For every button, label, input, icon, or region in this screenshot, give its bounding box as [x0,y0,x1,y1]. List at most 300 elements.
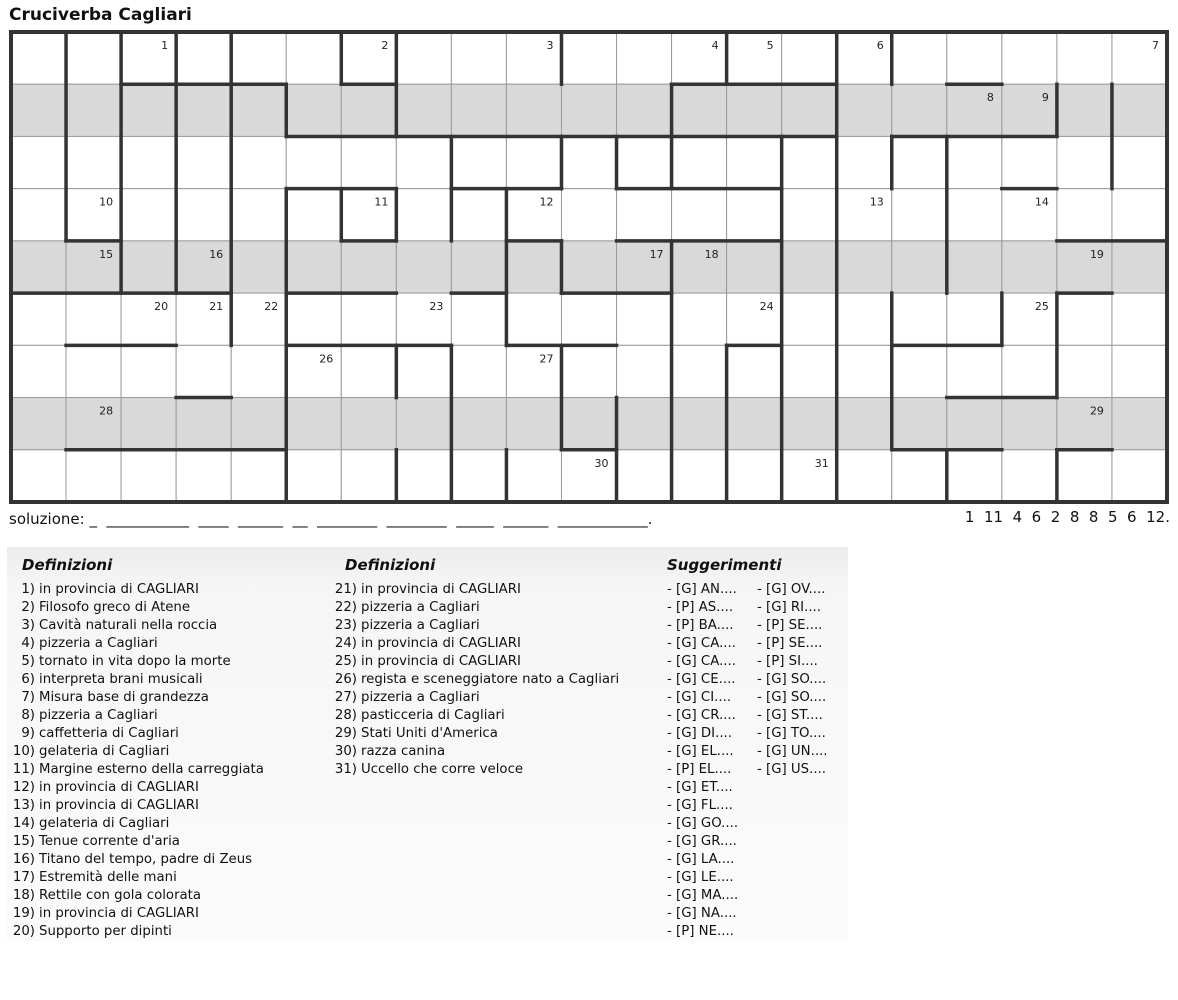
definition-number: 31) [334,762,357,777]
definition-item [7,743,264,761]
grid-cell-r1-c1[interactable] [66,84,121,136]
grid-cell-r2-c11[interactable] [617,136,672,188]
grid-cell-r0-c10[interactable] [561,32,616,84]
definition-text: Titano del tempo, padre di Zeus [39,852,253,867]
definition-number: 22) [334,600,357,615]
definition-number: 3) [21,618,35,633]
clue-number: 16 [209,247,224,261]
hint-item: - [G] SO.... [757,672,827,687]
hint-item: - [P] SE.... [757,636,823,651]
grid-cell-r8-c15[interactable] [837,450,892,502]
clue-number: 20 [154,300,169,314]
grid-cell-r3-c13[interactable] [727,189,782,241]
definition-number: 29) [334,726,357,741]
clue-number: 24 [759,300,774,314]
hint-item: - [G] MA.... [667,888,739,903]
grid-cell-r7-c10[interactable] [561,398,616,450]
definition-text: caffetteria di Cagliari [39,726,179,741]
grid-cell-r6-c16[interactable] [892,345,947,397]
grid-cell-r8-c5[interactable] [286,450,341,502]
grid-cell-r7-c18[interactable] [1002,398,1057,450]
clue-number: 3 [546,39,554,52]
grid-cell-r6-c2[interactable] [121,345,176,397]
clue-number: 1 [161,39,169,52]
definition-number: 24) [334,636,357,651]
hint-item: - [G] UN.... [757,744,828,759]
grid-cell-r2-c10[interactable] [561,136,616,188]
grid-cell-r7-c17[interactable] [947,398,1002,450]
definitions-column-1 [7,581,264,941]
hint-item: - [G] DI.... [667,726,732,741]
grid-cell-r0-c7[interactable] [396,32,451,84]
definition-number: 2) [21,600,35,615]
grid-cell-r2-c18[interactable] [1002,136,1057,188]
grid-cell-r1-c15[interactable] [837,84,892,136]
clue-number: 14 [1034,195,1049,209]
grid-cell-r5-c1[interactable] [66,293,121,345]
definition-text: razza canina [361,744,446,759]
grid-cell-r5-c10[interactable] [561,293,616,345]
grid-cell-r3-c16[interactable] [892,189,947,241]
definition-number: 28) [334,708,357,723]
hint-item: - [G] GR.... [667,834,737,849]
grid-cell-r1-c0[interactable] [11,84,66,136]
grid-cell-r1-c9[interactable] [506,84,561,136]
grid-cell-r2-c0[interactable] [11,136,66,188]
definition-item [329,671,619,689]
definition-number: 11) [12,762,35,777]
clue-number: 29 [1089,404,1104,418]
grid-cell-r4-c18[interactable] [1002,241,1057,293]
grid-cell-r1-c5[interactable] [286,84,341,136]
hint-item: - [G] GO.... [667,816,739,831]
solution-key: 1 11 4 6 2 8 8 5 6 12. [964,508,1170,526]
clue-number: 7 [1152,39,1159,52]
definition-text: Cavità naturali nella roccia [39,618,218,633]
definition-text: Misura base di grandezza [39,690,209,705]
definition-item [7,653,264,671]
hint-item: - [G] CE.... [667,672,736,687]
clue-number: 9 [1041,91,1049,105]
grid-cell-r6-c11[interactable] [617,345,672,397]
grid-cell-r4-c7[interactable] [396,241,451,293]
hint-item: - [G] SO.... [757,690,827,705]
grid-cell-r3-c12[interactable] [672,189,727,241]
definition-text: in provincia di CAGLIARI [39,798,199,813]
definition-text: tornato in vita dopo la morte [39,654,231,669]
definition-number: 9) [21,726,35,741]
clue-number: 5 [766,39,774,52]
grid-cell-r3-c10[interactable] [561,189,616,241]
hint-item: - [G] LA.... [667,852,735,867]
grid-cell-r6-c7[interactable] [396,345,451,397]
grid-cell-r6-c19[interactable] [1057,345,1112,397]
grid-cell-r5-c6[interactable] [341,293,396,345]
grid-cell-r5-c9[interactable] [506,293,561,345]
grid-cell-r3-c4[interactable] [231,189,286,241]
grid-cell-r8-c6[interactable] [341,450,396,502]
definition-text: gelateria di Cagliari [39,744,170,759]
grid-cell-r2-c9[interactable] [506,136,561,188]
grid-cell-r1-c3[interactable] [176,84,231,136]
grid-cell-r2-c15[interactable] [837,136,892,188]
definition-item [7,887,264,905]
grid-cell-r2-c6[interactable] [341,136,396,188]
definition-item [7,689,264,707]
definition-text: Rettile con gola colorata [39,888,202,903]
grid-cell-r6-c14[interactable] [782,345,837,397]
hints-heading: Suggerimenti [667,556,782,574]
grid-cell-r2-c4[interactable] [231,136,286,188]
definition-item [329,743,619,761]
definition-number: 20) [12,924,35,939]
grid-cell-r8-c18[interactable] [1002,450,1057,502]
grid-cell-r2-c3[interactable] [176,136,231,188]
grid-cell-r2-c7[interactable] [396,136,451,188]
hint-item: - [P] NE.... [667,924,734,939]
grid-cell-r6-c13[interactable] [727,345,782,397]
grid-cell-r7-c3[interactable] [176,398,231,450]
grid-cell-r1-c4[interactable] [231,84,286,136]
clue-number: 11 [374,195,389,209]
definition-item [7,707,264,725]
definition-number: 23) [334,618,357,633]
grid-cell-r6-c8[interactable] [451,345,506,397]
definition-number: 16) [12,852,35,867]
grid-cell-r8-c7[interactable] [396,450,451,502]
solution-line: soluzione: _ ___________ ____ ______ __ ________ ________ _____ ______ ____________. [9,510,653,528]
definition-item [329,689,619,707]
grid-cell-r0-c18[interactable] [1002,32,1057,84]
definition-text: Tenue corrente d'aria [39,834,180,849]
grid-cell-r2-c8[interactable] [451,136,506,188]
definition-number: 21) [334,582,357,597]
definition-item [7,851,264,869]
grid-cell-r4-c10[interactable] [561,241,616,293]
definition-item [7,725,264,743]
grid-cell-r1-c14[interactable] [782,84,837,136]
definition-text: regista e sceneggiatore nato a Cagliari [361,672,620,687]
crossword-grid-svg[interactable] [9,30,1169,504]
definition-text: Filosofo greco di Atene [39,600,191,615]
clue-number: 4 [711,39,719,52]
hints-column-1 [667,581,738,941]
grid-cell-r4-c14[interactable] [782,241,837,293]
grid-cell-r8-c0[interactable] [11,450,66,502]
definition-number: 12) [12,780,35,795]
grid-cell-r6-c15[interactable] [837,345,892,397]
grid-cell-r2-c5[interactable] [286,136,341,188]
grid-cell-r3-c19[interactable] [1057,189,1112,241]
grid-cell-r0-c19[interactable] [1057,32,1112,84]
grid-cell-r8-c3[interactable] [176,450,231,502]
grid-cell-r5-c5[interactable] [286,293,341,345]
grid-cell-r6-c10[interactable] [561,345,616,397]
grid-cell-r7-c0[interactable] [11,398,66,450]
grid-cell-r3-c3[interactable] [176,189,231,241]
grid-cell-r0-c1[interactable] [66,32,121,84]
definition-item [7,635,264,653]
grid-cell-r1-c6[interactable] [341,84,396,136]
hint-item: - [P] BA.... [667,618,734,633]
grid-cell-r3-c5[interactable] [286,189,341,241]
hint-item: - [P] SE.... [757,618,823,633]
definition-item [329,581,619,599]
grid-cell-r7-c5[interactable] [286,398,341,450]
grid-cell-r8-c17[interactable] [947,450,1002,502]
grid-cell-r6-c0[interactable] [11,345,66,397]
hint-item: - [G] ST.... [757,708,823,723]
definition-number: 13) [12,798,35,813]
clue-number: 27 [539,352,554,366]
clue-number: 18 [704,247,719,261]
grid-cell-r8-c12[interactable] [672,450,727,502]
grid-cell-r4-c15[interactable] [837,241,892,293]
definition-item [329,635,619,653]
grid-cell-r3-c14[interactable] [782,189,837,241]
grid-cell-r4-c17[interactable] [947,241,1002,293]
definition-number: 5) [21,654,35,669]
definition-item [329,725,619,743]
grid-cell-r7-c9[interactable] [506,398,561,450]
grid-cell-r4-c20[interactable] [1112,241,1167,293]
definition-text: interpreta brani musicali [39,672,203,687]
grid-cell-r7-c14[interactable] [782,398,837,450]
grid-cell-r3-c20[interactable] [1112,189,1167,241]
clues-panel [7,547,848,941]
grid-cell-r2-c16[interactable] [892,136,947,188]
definition-item [7,599,264,617]
grid-cell-r5-c16[interactable] [892,293,947,345]
grid-cell-r3-c11[interactable] [617,189,672,241]
grid-cell-r6-c12[interactable] [672,345,727,397]
definition-text: Uccello che corre veloce [361,762,524,777]
grid-cell-r7-c16[interactable] [892,398,947,450]
grid-cell-r3-c17[interactable] [947,189,1002,241]
grid-cell-r0-c14[interactable] [782,32,837,84]
hint-item: - [G] CA.... [667,654,736,669]
definition-text: Estremità delle mani [39,870,177,885]
grid-cell-r3-c2[interactable] [121,189,176,241]
clue-number: 22 [264,300,279,314]
grid-cell-r0-c17[interactable] [947,32,1002,84]
definition-number: 6) [21,672,35,687]
clue-number: 10 [99,195,114,209]
definition-number: 4) [21,636,35,651]
grid-cell-r1-c2[interactable] [121,84,176,136]
definition-item [7,797,264,815]
grid-cell-r2-c19[interactable] [1057,136,1112,188]
grid-cell-r2-c20[interactable] [1112,136,1167,188]
grid-cell-r8-c13[interactable] [727,450,782,502]
grid-cell-r4-c9[interactable] [506,241,561,293]
definition-item [7,815,264,833]
hint-item: - [G] CI.... [667,690,732,705]
grid-cell-r0-c5[interactable] [286,32,341,84]
grid-cell-r5-c20[interactable] [1112,293,1167,345]
grid-cell-r5-c17[interactable] [947,293,1002,345]
definition-item [7,905,264,923]
grid-cell-r8-c20[interactable] [1112,450,1167,502]
definition-item [329,617,619,635]
grid-cell-r5-c8[interactable] [451,293,506,345]
clue-number: 23 [429,300,444,314]
grid-cell-r1-c12[interactable] [672,84,727,136]
grid-cell-r1-c8[interactable] [451,84,506,136]
definition-number: 19) [12,906,35,921]
grid-cell-r4-c8[interactable] [451,241,506,293]
grid-cell-r1-c7[interactable] [396,84,451,136]
grid-cell-r0-c16[interactable] [892,32,947,84]
definition-text: pizzeria a Cagliari [361,690,480,705]
grid-cell-r0-c0[interactable] [11,32,66,84]
definition-text: pizzeria a Cagliari [39,708,158,723]
grid-cell-r8-c11[interactable] [617,450,672,502]
grid-cell-r8-c1[interactable] [66,450,121,502]
grid-cell-r5-c14[interactable] [782,293,837,345]
grid-cell-r7-c11[interactable] [617,398,672,450]
grid-cell-r8-c8[interactable] [451,450,506,502]
hint-item: - [G] OV.... [757,582,826,597]
grid-cell-r6-c20[interactable] [1112,345,1167,397]
grid-cell-r2-c1[interactable] [66,136,121,188]
hint-item: - [G] ET.... [667,780,733,795]
definition-text: gelateria di Cagliari [39,816,170,831]
grid-cell-r4-c0[interactable] [11,241,66,293]
clue-number: 15 [99,247,114,261]
grid-cell-r5-c0[interactable] [11,293,66,345]
grid-cell-r7-c13[interactable] [727,398,782,450]
grid-cell-r7-c15[interactable] [837,398,892,450]
grid-cell-r0-c3[interactable] [176,32,231,84]
definition-item [7,617,264,635]
clue-number: 12 [539,195,554,209]
definition-item [7,923,264,941]
grid-cell-r3-c0[interactable] [11,189,66,241]
grid-cell-r2-c2[interactable] [121,136,176,188]
definition-item [329,707,619,725]
grid-cell-r7-c20[interactable] [1112,398,1167,450]
clue-number: 25 [1034,300,1049,314]
definition-number: 8) [21,708,35,723]
hint-item: - [P] SI.... [757,654,818,669]
hints-column-2 [757,581,828,779]
grid-cell-r7-c7[interactable] [396,398,451,450]
hint-item: - [G] LE.... [667,870,734,885]
definition-item [7,869,264,887]
grid-cell-r6-c6[interactable] [341,345,396,397]
definition-text: in provincia di CAGLIARI [39,906,199,921]
definition-text: in provincia di CAGLIARI [39,780,199,795]
hint-item: - [P] EL.... [667,762,732,777]
grid-cell-r0-c4[interactable] [231,32,286,84]
grid-cell-r5-c19[interactable] [1057,293,1112,345]
grid-cell-r3-c7[interactable] [396,189,451,241]
hint-item: - [G] FL.... [667,798,733,813]
grid-cell-r8-c16[interactable] [892,450,947,502]
grid-cell-r2-c17[interactable] [947,136,1002,188]
grid-cell-r4-c5[interactable] [286,241,341,293]
grid-cell-r1-c11[interactable] [617,84,672,136]
definition-number: 17) [12,870,35,885]
hint-item: - [P] AS.... [667,600,734,615]
clue-number: 28 [99,404,114,418]
definition-number: 27) [334,690,357,705]
grid-cell-r3-c8[interactable] [451,189,506,241]
grid-cell-r4-c2[interactable] [121,241,176,293]
definition-text: pizzeria a Cagliari [361,618,480,633]
grid-cell-r4-c4[interactable] [231,241,286,293]
definition-item [7,761,264,779]
grid-cell-r5-c15[interactable] [837,293,892,345]
grid-cell-r4-c6[interactable] [341,241,396,293]
definition-number: 18) [12,888,35,903]
grid-cell-r4-c16[interactable] [892,241,947,293]
definition-text: in provincia di CAGLIARI [361,582,521,597]
clue-number: 21 [209,300,224,314]
grid-cell-r0-c8[interactable] [451,32,506,84]
grid-cell-r1-c19[interactable] [1057,84,1112,136]
hint-item: - [G] CA.... [667,636,736,651]
grid-cell-r7-c4[interactable] [231,398,286,450]
grid-cell-r4-c13[interactable] [727,241,782,293]
grid-cell-r6-c17[interactable] [947,345,1002,397]
grid-cell-r1-c13[interactable] [727,84,782,136]
grid-cell-r8-c2[interactable] [121,450,176,502]
grid-cell-r6-c3[interactable] [176,345,231,397]
grid-cell-r2-c13[interactable] [727,136,782,188]
clue-number: 30 [594,456,609,470]
grid-cell-r6-c18[interactable] [1002,345,1057,397]
definition-item [7,671,264,689]
clue-number: 17 [649,247,664,261]
grid-cell-r5-c11[interactable] [617,293,672,345]
definition-number: 26) [334,672,357,687]
definition-item [329,599,619,617]
grid-cell-r0-c11[interactable] [617,32,672,84]
grid-cell-r8-c19[interactable] [1057,450,1112,502]
definition-number: 14) [12,816,35,831]
definition-text: pasticceria di Cagliari [361,708,505,723]
grid-cell-r5-c12[interactable] [672,293,727,345]
clue-number: 6 [876,39,884,52]
grid-cell-r1-c16[interactable] [892,84,947,136]
hint-item: - [G] EL.... [667,744,734,759]
definition-item [329,653,619,671]
grid-cell-r6-c4[interactable] [231,345,286,397]
hint-item: - [G] RI.... [757,600,821,615]
grid-cell-r2-c14[interactable] [782,136,837,188]
crossword-grid[interactable] [9,30,1169,504]
grid-cell-r1-c20[interactable] [1112,84,1167,136]
definition-number: 30) [334,744,357,759]
grid-cell-r7-c12[interactable] [672,398,727,450]
grid-cell-r8-c4[interactable] [231,450,286,502]
grid-cell-r7-c2[interactable] [121,398,176,450]
grid-cell-r8-c9[interactable] [506,450,561,502]
clue-number: 19 [1089,247,1104,261]
grid-cell-r2-c12[interactable] [672,136,727,188]
definition-text: in provincia di CAGLIARI [361,654,521,669]
grid-cell-r6-c1[interactable] [66,345,121,397]
definition-number: 15) [12,834,35,849]
grid-cell-r1-c10[interactable] [561,84,616,136]
grid-cell-r7-c6[interactable] [341,398,396,450]
grid-cell-r7-c8[interactable] [451,398,506,450]
definition-text: in provincia di CAGLIARI [361,636,521,651]
definition-number: 1) [21,582,35,597]
definition-number: 10) [12,744,35,759]
